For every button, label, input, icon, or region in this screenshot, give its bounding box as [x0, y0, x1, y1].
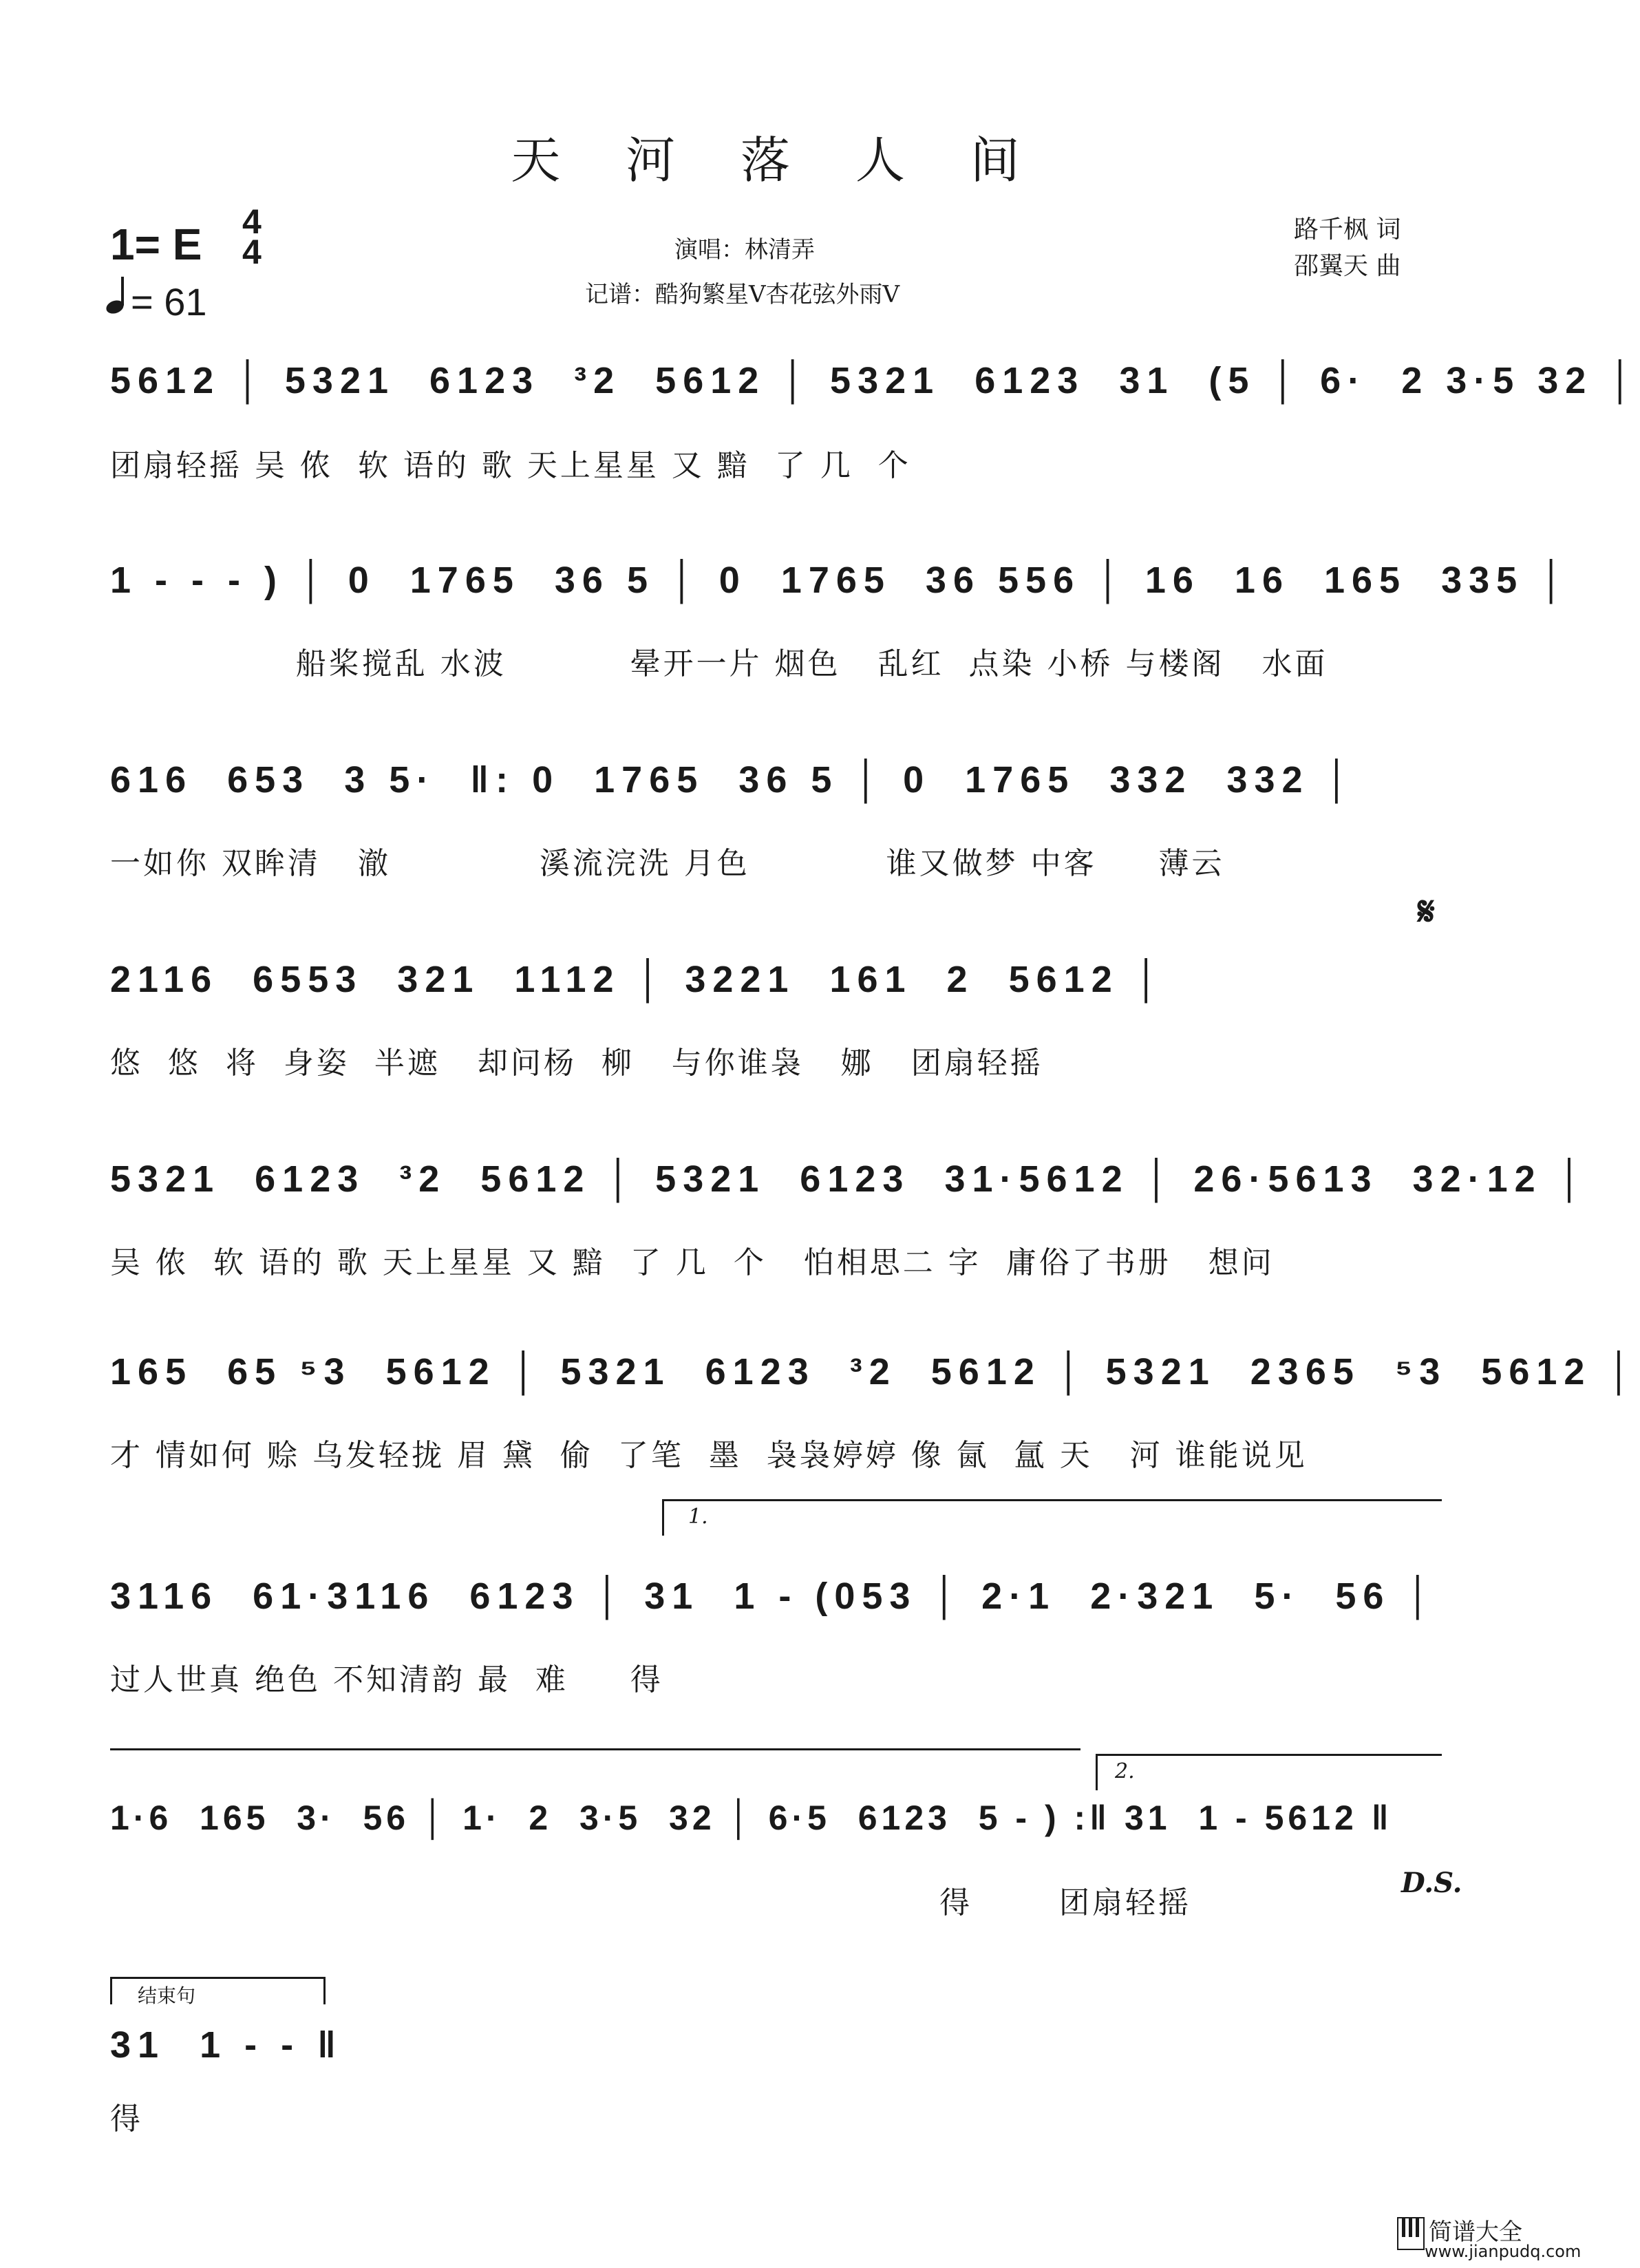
segno-sign: 𝄋 — [1418, 888, 1435, 935]
coda-label: 结束句 — [138, 1984, 196, 2007]
second-ending-bracket — [1096, 1754, 1442, 1790]
key-signature: 1= E — [110, 220, 202, 269]
time-signature — [242, 202, 262, 271]
score-line-7-lyrics: 过人世真 绝色 不知清韵 最 难 得 — [110, 1662, 663, 1697]
score-line-7-notes: 3116 61·3116 6123 │ 31 1 - (053 │ 2·1 2·321 5· 56 │ — [110, 1576, 1438, 1617]
score-line-3-lyrics: 一如你 双眸清 澈 溪流浣洗 月色 谁又做梦 中客 薄云 — [110, 846, 1225, 881]
quarter-note-icon — [103, 274, 127, 315]
piano-keys-icon — [1397, 2217, 1425, 2250]
score-line-9-lyrics: 得 — [110, 2101, 143, 2137]
score-line-2-lyrics: 船桨搅乱 水波 晕开一片 烟色 乱红 点染 小桥 与楼阁 水面 — [110, 646, 1328, 681]
coda-bracket-top — [110, 1977, 325, 1979]
time-signature-top: 4 — [242, 202, 262, 241]
score-line-8-notes: 1·6 165 3· 56 │ 1· 2 3·5 32 │ 6·5 6123 5 - ) :‖ 31 1 - 5612 ‖ — [110, 1799, 1393, 1837]
score-line-3-notes: 616 653 3 5· ‖: 0 1765 36 5 │ 0 1765 332 332 │ — [110, 759, 1357, 801]
page-title: 天 河 落 人 间 — [511, 131, 1045, 189]
transcriber-credit: 记谱：酷狗繁星V杏花弦外雨V — [585, 281, 900, 308]
score-line-6-notes: 165 65 ⁵3 5612 │ 5321 6123 ³2 5612 │ 5321 2365 ⁵3 5612 │ — [110, 1351, 1639, 1392]
singer-credit: 演唱：林清弄 — [674, 236, 815, 264]
coda-bracket-left — [110, 1977, 112, 2004]
score-line-6-lyrics: 才 情如何 赊 乌发轻拢 眉 黛 偷 了笔 墨 袅袅婷婷 像 氤 氲 天 河 谁能说见 — [110, 1438, 1308, 1473]
tempo-value: = 61 — [131, 280, 207, 324]
composer-credit: 邵翼天 曲 — [1294, 252, 1401, 280]
lyricist-credit: 路千枫 词 — [1294, 215, 1401, 244]
second-ending-label: 2. — [1115, 1759, 1135, 1783]
score-line-1-notes: 5612 │ 5321 6123 ³2 5612 │ 5321 6123 31 (5 │ 6· 2 3·5 32 │ — [110, 360, 1640, 401]
score-line-8-lyrics: 得 团扇轻摇 — [110, 1885, 1191, 1920]
first-ending-label: 1. — [688, 1505, 708, 1529]
first-ending-continuation-line — [110, 1748, 1080, 1750]
tempo-marking — [103, 274, 207, 324]
score-line-4-notes: 2116 6553 321 1112 │ 3221 161 2 5612 │ — [110, 959, 1167, 1000]
dal-segno-marking: D.S. — [1401, 1867, 1462, 1899]
watermark-label: 简谱大全 — [1429, 2218, 1522, 2246]
score-line-5-lyrics: 吴 侬 软 语的 歌 天上星星 又 黯 了 几 个 怕相思二 字 庸俗了书册 想问 — [110, 1245, 1275, 1280]
score-line-1-lyrics: 团扇轻摇 吴 侬 软 语的 歌 天上星星 又 黯 了 几 个 — [110, 448, 911, 483]
score-line-5-notes: 5321 6123 ³2 5612 │ 5321 6123 31·5612 │ 26·5613 32·12 │ — [110, 1158, 1590, 1200]
score-line-9-notes: 31 1 - - ‖ — [110, 2024, 343, 2066]
watermark-url: www.jianpudq.com — [1425, 2242, 1582, 2261]
score-line-4-lyrics: 悠 悠 将 身姿 半遮 却问杨 柳 与你谁袅 娜 团扇轻摇 — [110, 1046, 1043, 1081]
first-ending-bracket — [662, 1499, 1442, 1536]
score-line-2-notes: 1 - - - ) │ 0 1765 36 5 │ 0 1765 36 556 │ 16 16 165 335 │ — [110, 560, 1571, 601]
time-signature-bottom: 4 — [242, 233, 262, 271]
watermark — [1397, 2213, 1582, 2261]
coda-bracket-right — [323, 1977, 326, 2004]
